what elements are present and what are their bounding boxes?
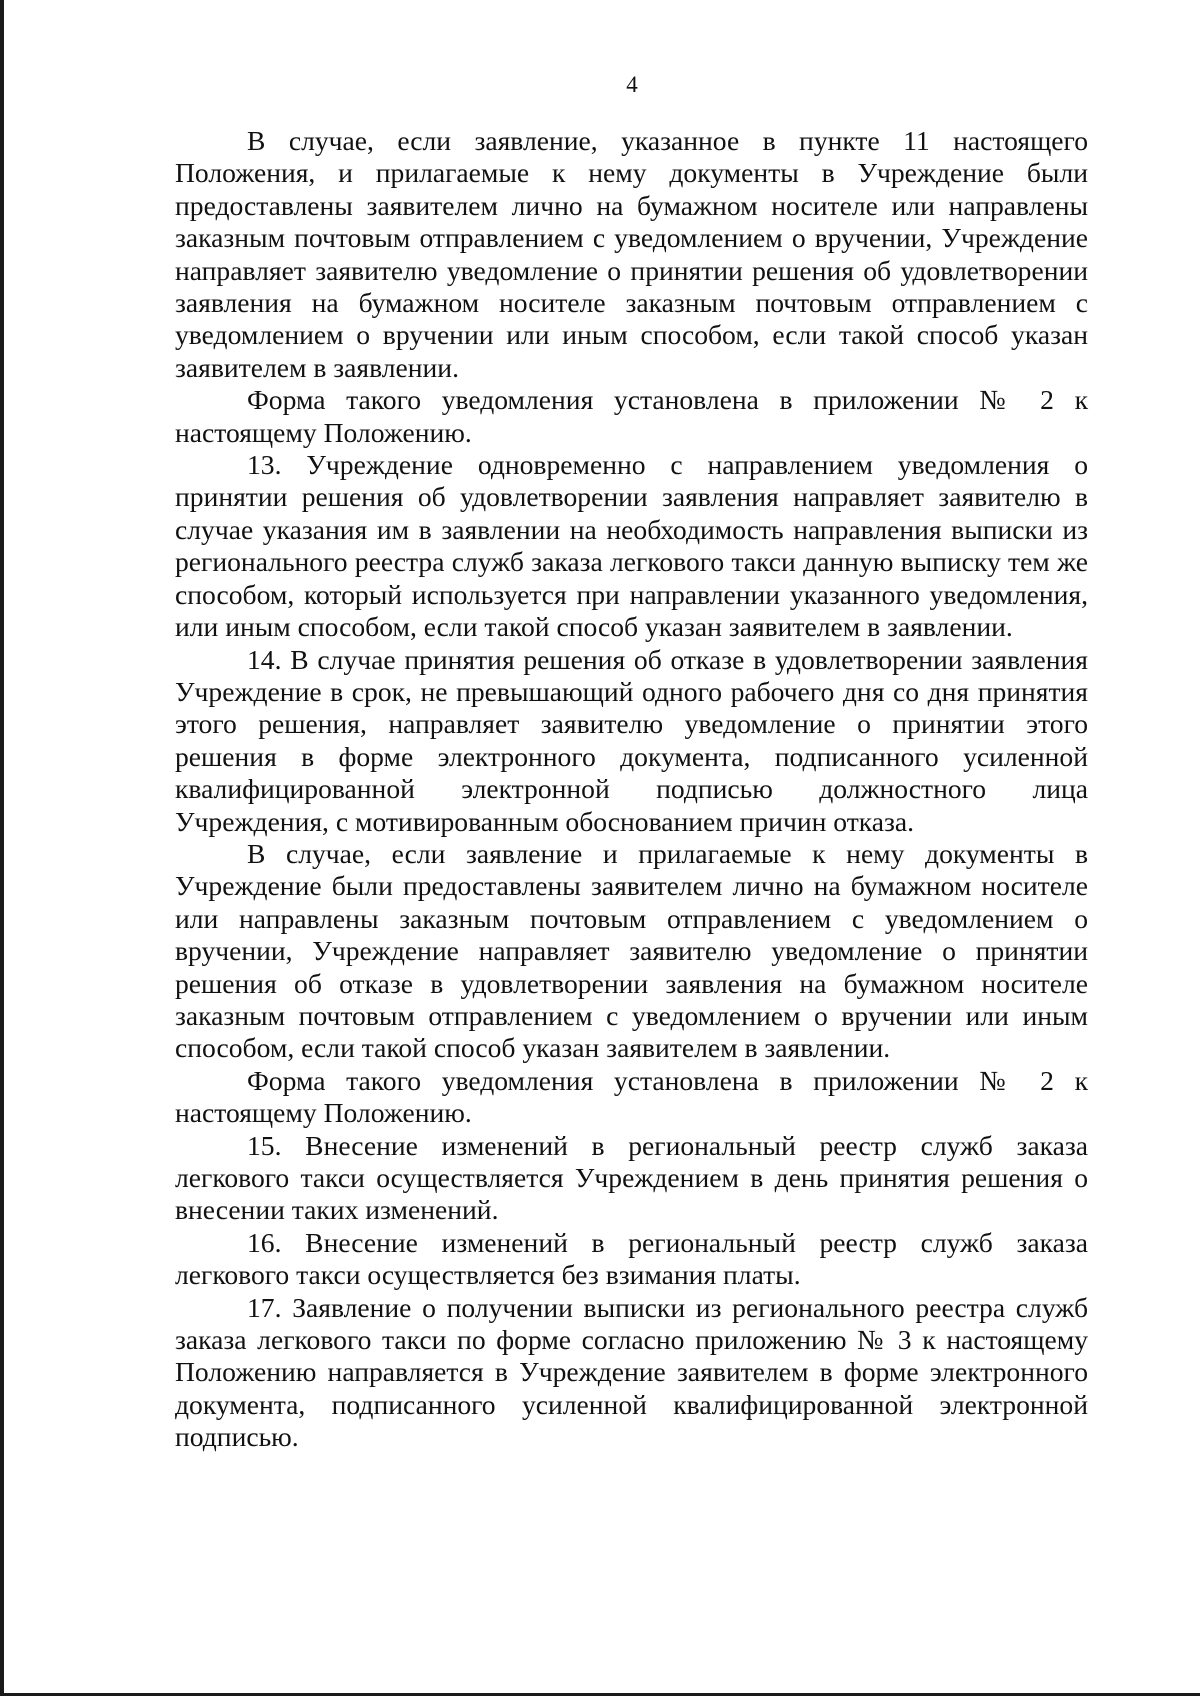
paragraph-17: 17. Заявление о получении выписки из регионального реестра служб заказа легкового такси по форме согласно приложению № 3 к настоящему Положению направляется в Учреждение заявителем в форме электронного документа, подписанного усиленной квалифицированной электронной подписью. <box>175 1291 1088 1453</box>
paragraph-refusal-paper: В случае, если заявление и прилагаемые к нему документы в Учреждение были предоставлены заявителем лично на бумажном носителе или направлены заказным почтовым отправлением с уведомлением о вручении, Учреждение направляет заявителю уведомление о принятии решения об отказе в удовлетворении заявления на бумажном носителе заказным почтовым отправлением с уведомлением о вручении или иным способом, если такой способ указан заявителем в заявлении. <box>175 837 1088 1064</box>
paragraph-notification-paper: В случае, если заявление, указанное в пункте 11 настоящего Положения, и прилагаемые к нему документы в Учреждение были предоставлены заявителем лично на бумажном носителе или направлены заказным почтовым отправлением с уведомлением о вручении, Учреждение направляет заявителю уведомление о принятии решения об удовлетворении заявления на бумажном носителе заказным почтовым отправлением с уведомлением о вручении или иным способом, если такой способ указан заявителем в заявлении. <box>175 125 1088 383</box>
scan-edge-left <box>0 0 4 1696</box>
page-number: 4 <box>626 72 638 97</box>
document-body <box>175 125 1088 1454</box>
paragraph-notification-form: Форма такого уведомления установлена в приложении № 2 к настоящему Положению. <box>175 384 1088 448</box>
paragraph-15: 15. Внесение изменений в региональный реестр служб заказа легкового такси осуществляется Учреждением в день принятия решения о внесении таких изменений. <box>175 1129 1088 1226</box>
paragraph-16: 16. Внесение изменений в региональный реестр служб заказа легкового такси осуществляется без взимания платы. <box>175 1226 1088 1291</box>
paragraph-refusal-form: Форма такого уведомления установлена в приложении № 2 к настоящему Положению. <box>175 1064 1088 1129</box>
paragraph-13: 13. Учреждение одновременно с направлением уведомления о принятии решения об удовлетворении заявления направляет заявителю в случае указания им в заявлении на необходимость направления выписки из регионального реестра служб заказа легкового такси данную выписку тем же способом, который используется при направлении указанного уведомления, или иным способом, если такой способ указан заявителем в заявлении. <box>175 449 1088 643</box>
paragraph-14: 14. В случае принятия решения об отказе в удовлетворении заявления Учреждение в срок, не превышающий одного рабочего дня со дня принятия этого решения, направляет заявителю уведомление о принятии этого решения в форме электронного документа, подписанного усиленной квалифицированной электронной подписью должностного лица Учреждения, с мотивированным обоснованием причин отказа. <box>175 643 1088 837</box>
